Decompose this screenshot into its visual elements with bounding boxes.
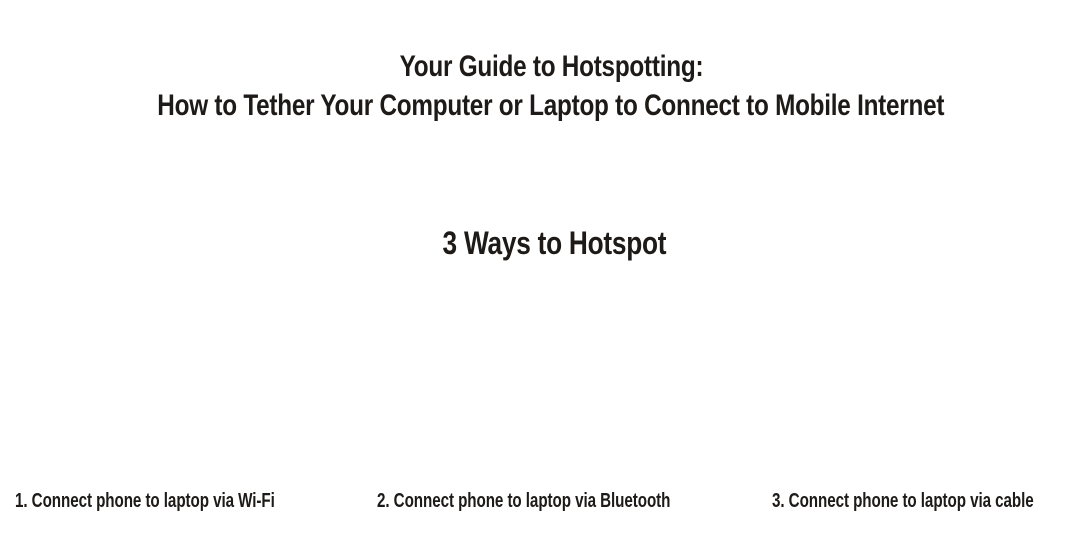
method-caption-cable-label: 3. Connect phone to laptop via cable xyxy=(772,490,1034,512)
page-title-line-1-text: Your Guide to Hotspotting: xyxy=(399,50,703,83)
page-title-line-2-text: How to Tether Your Computer or Laptop to Connect to Mobile Internet xyxy=(157,89,945,122)
method-caption-bluetooth-label: 2. Connect phone to laptop via Bluetooth xyxy=(377,490,671,512)
page-title xyxy=(22,47,1080,125)
method-caption-cable xyxy=(772,489,1080,513)
page-title-line-2 xyxy=(22,86,1080,125)
method-caption-wifi xyxy=(15,489,357,513)
section-heading-text: 3 Ways to Hotspot xyxy=(442,225,666,261)
page-title-line-1 xyxy=(22,47,1080,86)
section-heading xyxy=(28,225,1080,261)
method-caption-bluetooth xyxy=(377,489,763,513)
method-caption-wifi-label: 1. Connect phone to laptop via Wi-Fi xyxy=(15,490,275,512)
